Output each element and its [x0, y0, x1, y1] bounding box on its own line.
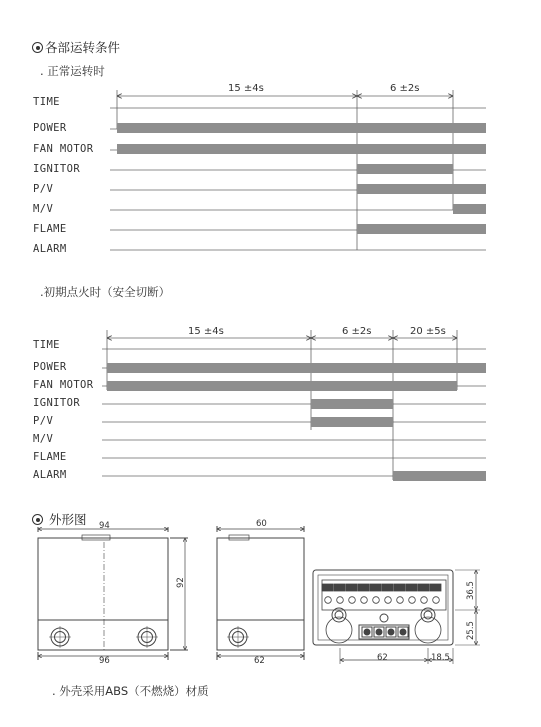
normal-signal-power: POWER — [33, 122, 67, 134]
terminal-block — [322, 580, 446, 610]
normal-time-label: TIME — [33, 96, 60, 108]
fault-signal-pv: P/V — [33, 415, 54, 427]
front-height: 92 — [176, 577, 186, 588]
fault-interval-2: 6 ±2s — [342, 326, 372, 337]
base-view-drawing — [313, 570, 480, 664]
fault-signal-ignitor: IGNITOR — [33, 397, 81, 409]
fault-signal-mv: M/V — [33, 433, 54, 445]
front-top-width: 94 — [99, 521, 110, 531]
front-bottom-width: 96 — [99, 656, 110, 666]
fault-ignition-title: .初期点火时（安全切断） — [40, 285, 171, 299]
shape-heading-text: 外形图 — [48, 512, 87, 527]
normal-bar-flame — [357, 224, 486, 234]
fault-interval-1: 15 ±4s — [188, 326, 224, 337]
normal-signal-mv: M/V — [33, 203, 54, 215]
fault-timing-chart — [102, 330, 486, 480]
side-view-drawing — [217, 526, 304, 660]
normal-interval-1: 15 ±4s — [228, 83, 264, 94]
base-bottom-width: 62 — [377, 653, 388, 663]
normal-signal-fan-motor: FAN MOTOR — [33, 143, 94, 155]
front-view-drawing — [38, 527, 188, 660]
normal-bar-pv — [357, 184, 486, 194]
material-note: . 外壳采用ABS（不燃烧）材质 — [52, 684, 209, 698]
fault-signal-flame: FLAME — [33, 451, 67, 463]
normal-bar-fan-motor — [117, 144, 486, 154]
normal-signal-pv: P/V — [33, 183, 54, 195]
normal-timing-bars — [117, 123, 486, 234]
base-lower-height: 25.5 — [466, 621, 476, 640]
side-bottom-width: 62 — [254, 656, 265, 666]
fault-bar-pv — [311, 417, 393, 427]
normal-bar-power — [117, 123, 486, 133]
normal-bar-ignitor — [357, 164, 453, 174]
fault-signal-power: POWER — [33, 361, 67, 373]
normal-operation-title: . 正常运转时 — [40, 64, 105, 78]
normal-interval-2: 6 ±2s — [390, 83, 420, 94]
normal-bar-mv — [453, 204, 486, 214]
fault-bar-ignitor — [311, 399, 393, 409]
fault-interval-3: 20 ±5s — [410, 326, 446, 337]
base-upper-height: 36.5 — [466, 581, 476, 600]
normal-signal-ignitor: IGNITOR — [33, 163, 81, 175]
normal-signal-flame: FLAME — [33, 223, 67, 235]
base-offset: 18.5 — [431, 653, 450, 663]
fault-signal-fan-motor: FAN MOTOR — [33, 379, 94, 391]
side-top-width: 60 — [256, 519, 267, 529]
fault-signal-alarm: ALARM — [33, 469, 67, 481]
fault-bar-power — [107, 363, 486, 373]
timing-heading-text: 各部运转条件 — [45, 40, 121, 55]
fault-bar-fan-motor — [107, 381, 457, 391]
normal-signal-alarm: ALARM — [33, 243, 67, 255]
fault-time-label: TIME — [33, 339, 60, 351]
fault-bar-alarm — [393, 471, 486, 481]
